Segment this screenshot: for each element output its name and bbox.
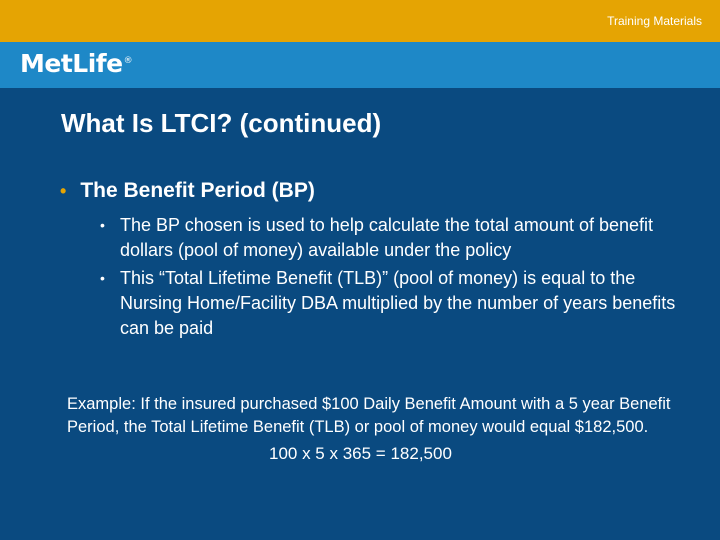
registered-mark: ®	[123, 55, 133, 66]
sub-bullet-list	[100, 213, 700, 344]
metlife-logo	[20, 49, 132, 78]
example-block	[67, 393, 697, 465]
sub-bullet	[100, 266, 700, 341]
slide-title: What Is LTCI? (continued)	[61, 108, 382, 138]
sub-bullet-text: This “Total Lifetime Benefit (TLB)” (pool of money) is equal to the Nursing Home/Facility DBA multiplied by the number of years benefits can be paid	[120, 268, 676, 338]
logo-text: MetLife	[20, 49, 123, 78]
main-bullet-text: The Benefit Period (BP)	[80, 179, 315, 202]
example-text: Example: If the insured purchased $100 Daily Benefit Amount with a 5 year Benefit Period, the Total Lifetime Benefit (TLB) or pool of money would equal $182,500.	[67, 395, 671, 436]
sub-bullet-text: The BP chosen is used to help calculate the total amount of benefit dollars (pool of money) available under the policy	[120, 215, 654, 260]
bullet-dot-icon: •	[100, 217, 105, 233]
calculation-text: 100 x 5 x 365 = 182,500	[269, 444, 452, 463]
sub-bullet	[100, 213, 700, 263]
bullet-dot-icon: •	[100, 270, 105, 286]
main-bullet	[60, 179, 315, 203]
training-materials-label: Training Materials	[607, 14, 702, 28]
top-bar	[0, 0, 720, 42]
bullet-dot-icon: •	[60, 181, 67, 201]
